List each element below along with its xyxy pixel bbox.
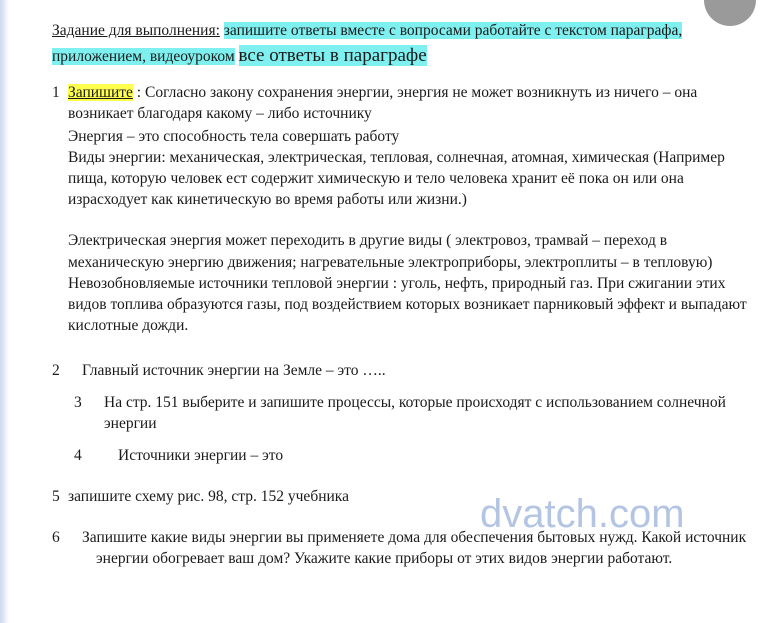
spacer [52, 466, 752, 486]
page-edge-strip [0, 0, 9, 623]
item1-line-1-text: : Согласно закону сохранения энергии, энергия не может возникнуть из ничего – она возникает благодаря какому – либо источнику [68, 84, 698, 123]
item1-paragraph-1: Электрическая энергия может переходить в другие виды ( электровоз, трамвай – переход в механическую энергию движения; нагревательные электроприборы, электроплиты – в тепловую) [68, 232, 713, 271]
item3-text: На стр. 151 выберите и запишите процессы, которые происходят с использованием солнечной энергии [104, 393, 726, 433]
list-item-number: 4 [74, 447, 82, 465]
item1-highlighted-word: Запишите [68, 84, 133, 102]
item1-line-1 [68, 82, 752, 124]
list-item-number: 3 [74, 393, 82, 411]
list-item-body [68, 360, 752, 381]
item4-text: Источники энергии – это [118, 447, 284, 465]
list-item [52, 360, 752, 381]
list-item [74, 392, 752, 434]
item5-text: запишите схему рис. 98, стр. 152 учебника [68, 488, 349, 506]
list-item-number: 5 [52, 488, 60, 506]
watermark: dvatch.com [480, 492, 685, 536]
item1-paragraph-2: Невозобновляемые источники тепловой энергии : уголь, нефть, природный газ. При сжигании этих видов топлива образуются газы, под воздействием которых возникает парниковый эффект и выпадают кислотные дожди. [68, 274, 747, 334]
spacer [68, 210, 752, 230]
list-item [52, 82, 752, 336]
list-item [52, 527, 752, 569]
list-item-body [90, 392, 752, 434]
list-item-body [68, 82, 752, 336]
list-item-body [68, 486, 752, 507]
spacer [52, 434, 752, 445]
assignment-title [52, 20, 752, 70]
list-item-body [90, 445, 752, 466]
item2-text: Главный источник энергии на Земле – это ….. [82, 361, 386, 379]
item1-line-3: Виды энергии: механическая, электрическая, тепловая, солнечная, атомная, химическая (Например пища, которую человек ест содержит химическую и тело человека хранит её пока он или она израсходует как кинетическую во время работы или жизни.) [68, 149, 725, 209]
spacer [52, 507, 752, 527]
list-item [74, 445, 752, 466]
document-content [52, 20, 752, 569]
assignment-title-prefix: Задание для выполнения: [52, 22, 220, 39]
item1-line-2: Энергия – это способность тела совершать работу [68, 128, 400, 146]
assignment-title-highlighted: запишите ответы вместе с вопросами работайте с текстом параграфа, приложением, видеоуроком [52, 22, 683, 66]
list-item-number: 1 [52, 84, 60, 102]
list-item [52, 486, 752, 507]
list-item-number: 6 [52, 529, 60, 547]
spacer [52, 336, 752, 360]
spacer [52, 381, 752, 392]
assignment-title-highlighted-large: все ответы в параграфе [238, 45, 427, 67]
item6-text: Запишите какие виды энергии вы применяете дома для обеспечения бытовых нужд. Какой источник энергии обогревает ваш дом? Укажите какие приборы от этих видов энергии работают. [82, 529, 747, 568]
list-item-number: 2 [52, 361, 60, 379]
list-item-body [68, 527, 752, 569]
